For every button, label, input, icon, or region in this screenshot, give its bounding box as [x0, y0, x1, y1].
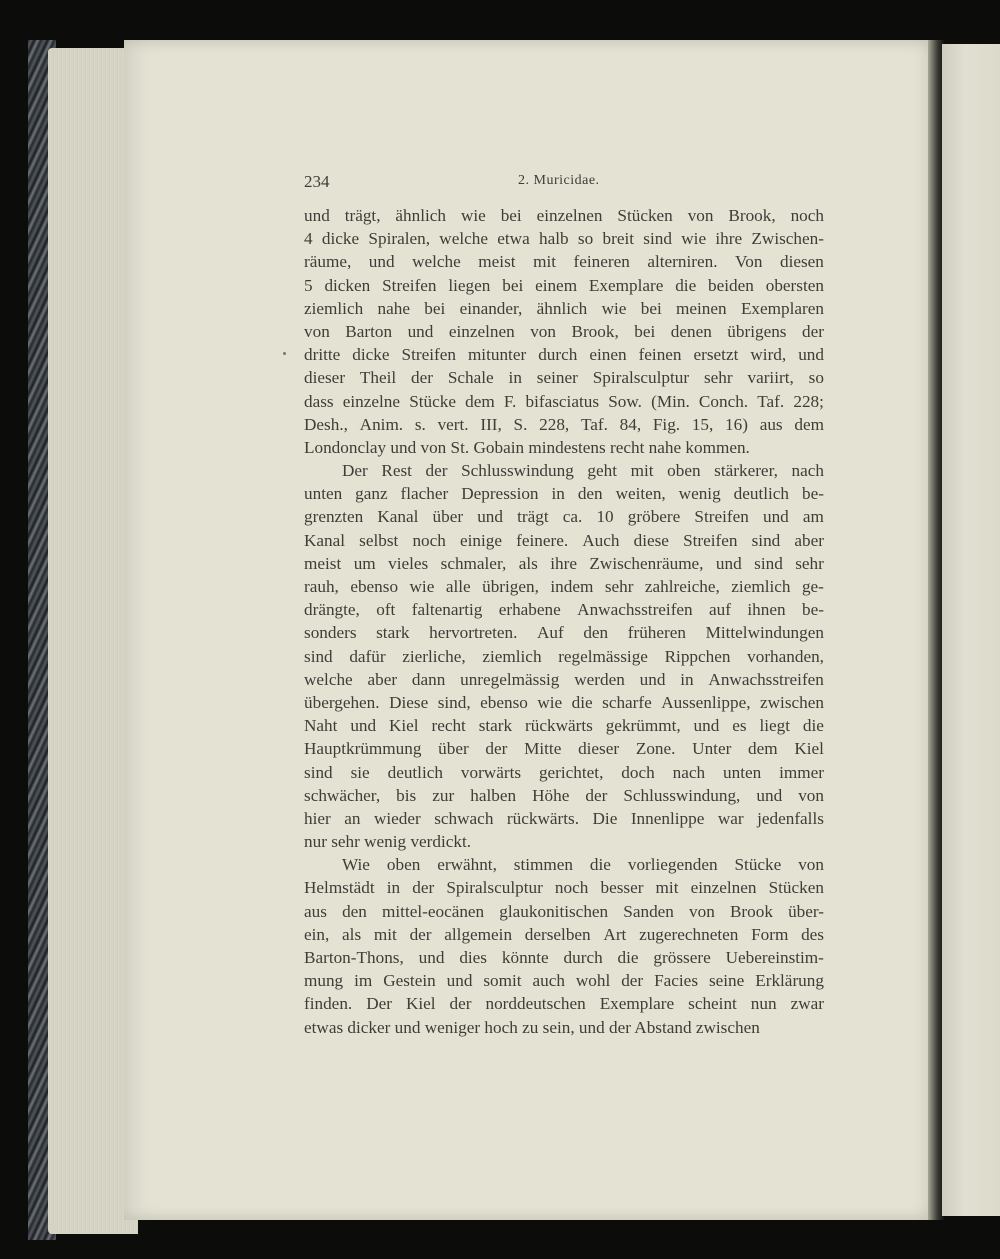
text-line: 4 dicke Spiralen, welche etwa halb so breit sind wie ihre Zwischen-: [304, 229, 824, 249]
text-line: welche aber dann unregelmässig werden und in Anwachsstreifen: [304, 669, 824, 689]
text-line: übergehen. Diese sind, ebenso wie die scharfe Aussenlippe, zwischen: [304, 692, 824, 712]
text-line: Kanal selbst noch einige feinere. Auch diese Streifen sind aber: [304, 530, 824, 550]
text-line: Barton-Thons, und dies könnte durch die grössere Uebereinstim-: [304, 948, 824, 967]
facing-page-edge: [942, 44, 1000, 1216]
text-line: ein, als mit der allgemein derselben Art zugerechneten Form des: [304, 924, 824, 944]
running-head: 2. Muricidae.: [518, 173, 600, 188]
text-line: Hauptkrümmung über der Mitte dieser Zone. Unter dem Kiel: [304, 739, 824, 759]
text-line: und trägt, ähnlich wie bei einzelnen Stücken von Brook, noch: [304, 206, 824, 225]
text-line: 5 dicken Streifen liegen bei einem Exemplare die beiden obersten: [304, 275, 824, 295]
text-line: nur sehr wenig verdickt.: [304, 832, 472, 852]
text-line: Naht und Kiel recht stark rückwärts gekrümmt, und es liegt die: [304, 716, 824, 736]
text-line: drängte, oft faltenartig erhabene Anwachsstreifen auf ihnen be-: [304, 600, 824, 620]
text-line: schwächer, bis zur halben Höhe der Schlusswindung, und von: [304, 785, 824, 805]
text-line: ziemlich nahe bei einander, ähnlich wie bei meinen Exemplaren: [304, 298, 824, 318]
text-line: dieser Theil der Schale in seiner Spiralsculptur sehr variirt, so: [304, 368, 824, 388]
text-line: sind sie deutlich vorwärts gerichtet, doch nach unten immer: [304, 762, 824, 782]
text-line: dritte dicke Streifen mitunter durch einen feinen ersetzt wird, und: [304, 345, 824, 365]
text-line: sind dafür zierliche, ziemlich regelmässige Rippchen vorhanden,: [304, 646, 824, 666]
page-number: 234: [304, 172, 330, 191]
text-line: sonders stark hervortreten. Auf den früheren Mittelwindungen: [304, 623, 824, 643]
text-line: meist um vieles schmaler, als ihre Zwischenräume, und sind sehr: [304, 553, 824, 573]
text-line: etwas dicker und weniger hoch zu sein, und der Abstand zwischen: [304, 1017, 760, 1037]
text-line: räume, und welche meist mit feineren alterniren. Von diesen: [304, 252, 824, 272]
body-text: [304, 204, 824, 1039]
text-line: Helmstädt in der Spiralsculptur noch besser mit einzelnen Stücken: [304, 878, 824, 898]
text-line: unten ganz flacher Depression in den weiten, wenig deutlich be-: [304, 484, 824, 504]
stray-ink-mark: [283, 352, 286, 355]
text-line: hier an wieder schwach rückwärts. Die Innenlippe war jedenfalls: [304, 808, 824, 828]
text-line: finden. Der Kiel der norddeutschen Exemplare scheint nun zwar: [304, 994, 824, 1014]
text-line: Wie oben erwähnt, stimmen die vorliegenden Stücke von: [342, 855, 824, 875]
text-line: grenzten Kanal über und trägt ca. 10 gröbere Streifen und am: [304, 507, 824, 527]
text-line: rauh, ebenso wie alle übrigen, indem sehr zahlreiche, ziemlich ge-: [304, 577, 824, 596]
text-line: Der Rest der Schlusswindung geht mit oben stärkerer, nach: [342, 461, 824, 481]
text-line: Londonclay und von St. Gobain mindestens recht nahe kommen.: [304, 437, 750, 457]
text-line: aus den mittel-eocänen glaukonitischen Sanden von Brook über-: [304, 901, 824, 921]
text-line: von Barton und einzelnen von Brook, bei denen übrigens der: [304, 321, 824, 341]
page-header: [304, 172, 824, 196]
text-line: Desh., Anim. s. vert. III, S. 228, Taf. 84, Fig. 15, 16) aus dem: [304, 414, 824, 434]
text-line: dass einzelne Stücke dem F. bifasciatus Sow. (Min. Conch. Taf. 228;: [304, 391, 824, 411]
text-line: mung im Gestein und somit auch wohl der Facies seine Erklärung: [304, 971, 824, 991]
